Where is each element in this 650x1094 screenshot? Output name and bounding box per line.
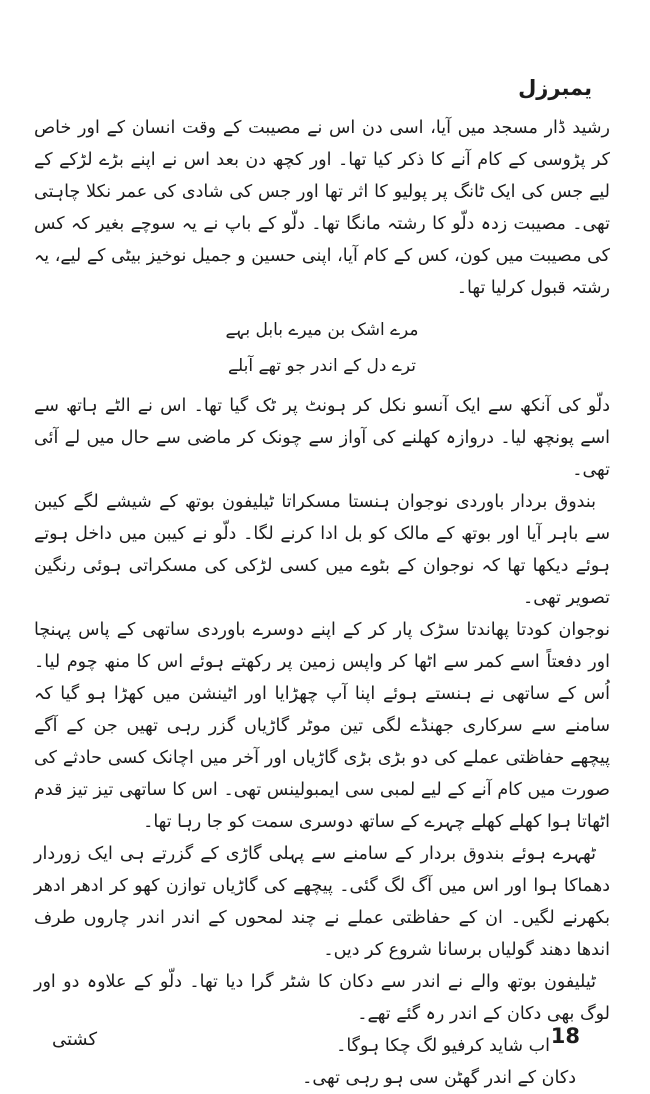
verse-line: مرے اشک بن میرے بابل بہے [225,320,419,340]
paragraph: نوجوان کودتا پھاندتا سڑک پار کر کے اپنے دوسرے باوردی ساتھی کے پاس پہنچا اور دفعتاً اسے کمر سے اٹھا کر واپس زمین پر رکھتے ہوئے اس کا منھ چوم لیا۔ اُس کے ساتھی نے ہنستے ہوئے اپنا آپ چھڑایا اور اٹینشن میں کھڑا ہو گیا کہ سامنے سے سرکاری جھنڈے لگی تین موٹر گاڑیاں گزر رہی تھیں جن کے آگے پیچھے حفاظتی عملے کی دو بڑی بڑی گاڑیاں اور آخر میں اچانک کسی حادثے کی صورت میں کام آنے کے لیے لمبی سی ایمبولینس تھی۔ اس کا ساتھی تیز تیز قدم اٹھاتا ہوا کھلے کھلے چہرے کے ساتھ دوسری سمت کو جا رہا تھا۔ [34,620,610,832]
paragraph: ٹیلیفون بوتھ والے نے اندر سے دکان کا شٹر گرا دیا تھا۔ دلّو کے علاوہ دو اور لوگ بھی دکان کے اندر رہ گئے تھے۔ [34,972,610,1024]
book-title: کشتی [52,1029,98,1050]
paragraph: بندوق بردار باوردی نوجوان ہنستا مسکراتا ٹیلیفون بوتھ کے شیشے لگے کیبن سے باہر آیا اور بوتھ کے مالک کو بل ادا کرنے لگا۔ دلّو نے کیبن میں داخل ہوتے ہوئے دیکھا تھا کہ نوجوان کے بٹوے میں کسی لڑکی کی مسکراتی ہوئی رنگین تصویر تھی۔ [34,492,610,608]
page-number: 18 [550,1024,580,1048]
chapter-title: یمبرزل [518,76,592,100]
closing-line: دکان کے اندر گھٹن سی ہو رہی تھی۔ [302,1068,576,1088]
paragraph: ٹھہرے ہوئے بندوق بردار کے سامنے سے پہلی گاڑی کے گزرتے ہی ایک زوردار دھماکا ہوا اور اس میں آگ لگ گئی۔ پیچھے کی گاڑیاں توازن کھو کر ادھر ادھر بکھرنے لگیں۔ ان کے حفاظتی عملے نے چند لمحوں کے اندر اندر چاروں طرف اندھا دھند گولیاں برسانا شروع کر دیں۔ [34,844,610,960]
paragraph: رشید ڈار مسجد میں آیا، اسی دن اس نے مصیبت کے وقت انسان کے اور خاص کر پڑوسی کے کام آنے کا ذکر کیا تھا۔ اور کچھ دن بعد اس نے اپنے بڑے لڑکے کے لیے جس کی ایک ٹانگ پر پولیو کا اثر تھا اور جس کی شادی کی عمر نکلا چاہتی تھی۔ مصیبت زدہ دلّو کا رشتہ مانگا تھا۔ دلّو کے باپ نے یہ سوچے بغیر کہ کس کی مصیبت میں کون، کس کے کام آیا، اپنی حسین و جمیل نوخیز بیٹی کے لیے، یہ رشتہ قبول کرلیا تھا۔ [34,118,610,298]
story-text [34,112,610,1094]
verse-line: ترے دل کے اندر جو تھے آبلے [228,356,416,376]
paragraph: دلّو کی آنکھ سے ایک آنسو نکل کر ہونٹ پر ٹک گیا تھا۔ اس نے الٹے ہاتھ سے اسے پونچھ لیا۔ دروازہ کھلنے کی آواز سے چونک کر ماضی سے حال میں لے آئی تھی۔ [34,396,610,480]
closing-line: اب شاید کرفیو لگ چکا ہوگا۔ [336,1036,550,1056]
verse-couplet [34,312,610,384]
